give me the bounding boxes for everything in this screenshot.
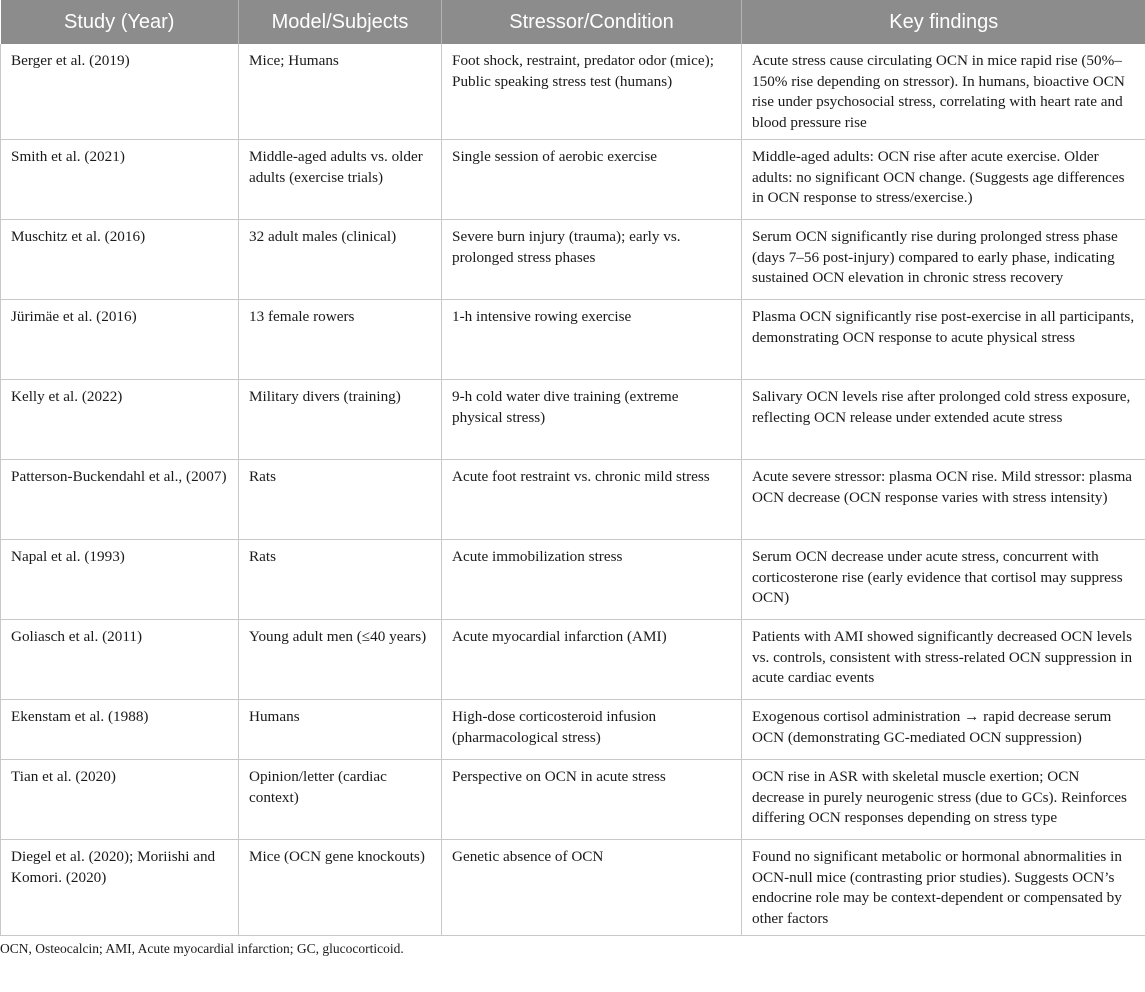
cell-model: Young adult men (≤40 years) <box>239 620 442 700</box>
cell-findings: Serum OCN significantly rise during prolonged stress phase (days 7–56 post-injury) compared to early phase, indicating sustained OCN elevation in chronic stress recovery <box>742 220 1145 300</box>
table-row <box>1 380 1145 460</box>
cell-stressor: High-dose corticosteroid infusion (pharmacological stress) <box>442 700 742 760</box>
header-study: Study (Year) <box>1 0 239 44</box>
cell-study: Diegel et al. (2020); Moriishi and Komori. (2020) <box>1 840 239 936</box>
cell-findings: Salivary OCN levels rise after prolonged cold stress exposure, reflecting OCN release under extended acute stress <box>742 380 1145 460</box>
cell-stressor: Single session of aerobic exercise <box>442 140 742 220</box>
table-row <box>1 760 1145 840</box>
header-stressor: Stressor/Condition <box>442 0 742 44</box>
header-findings: Key findings <box>742 0 1145 44</box>
cell-model: Mice; Humans <box>239 44 442 140</box>
cell-stressor: 1-h intensive rowing exercise <box>442 300 742 380</box>
cell-model: Humans <box>239 700 442 760</box>
cell-model: 13 female rowers <box>239 300 442 380</box>
cell-model: 32 adult males (clinical) <box>239 220 442 300</box>
cell-stressor: Acute immobilization stress <box>442 540 742 620</box>
cell-findings: Plasma OCN significantly rise post-exercise in all participants, demonstrating OCN response to acute physical stress <box>742 300 1145 380</box>
cell-findings: Middle-aged adults: OCN rise after acute exercise. Older adults: no significant OCN change. (Suggests age differences in OCN response to stress/exercise.) <box>742 140 1145 220</box>
table-row <box>1 460 1145 540</box>
cell-study: Jürimäe et al. (2016) <box>1 300 239 380</box>
cell-stressor: Genetic absence of OCN <box>442 840 742 936</box>
cell-study: Muschitz et al. (2016) <box>1 220 239 300</box>
cell-findings: OCN rise in ASR with skeletal muscle exertion; OCN decrease in purely neurogenic stress (due to GCs). Reinforces differing OCN responses depending on stress type <box>742 760 1145 840</box>
cell-model: Middle-aged adults vs. older adults (exercise trials) <box>239 140 442 220</box>
cell-study: Berger et al. (2019) <box>1 44 239 140</box>
cell-study: Kelly et al. (2022) <box>1 380 239 460</box>
table-row <box>1 220 1145 300</box>
cell-study: Smith et al. (2021) <box>1 140 239 220</box>
cell-findings: Exogenous cortisol administration → rapid decrease serum OCN (demonstrating GC-mediated OCN suppression) <box>742 700 1145 760</box>
cell-model: Rats <box>239 540 442 620</box>
table-row <box>1 44 1145 140</box>
cell-study: Tian et al. (2020) <box>1 760 239 840</box>
cell-findings: Acute severe stressor: plasma OCN rise. Mild stressor: plasma OCN decrease (OCN response varies with stress intensity) <box>742 460 1145 540</box>
cell-study: Goliasch et al. (2011) <box>1 620 239 700</box>
cell-study: Ekenstam et al. (1988) <box>1 700 239 760</box>
table-row <box>1 540 1145 620</box>
cell-study: Napal et al. (1993) <box>1 540 239 620</box>
cell-stressor: Perspective on OCN in acute stress <box>442 760 742 840</box>
cell-stressor: Severe burn injury (trauma); early vs. prolonged stress phases <box>442 220 742 300</box>
cell-stressor: 9-h cold water dive training (extreme physical stress) <box>442 380 742 460</box>
cell-findings: Found no significant metabolic or hormonal abnormalities in OCN-null mice (contrasting prior studies). Suggests OCN’s endocrine role may be context-dependent or compensated by other factors <box>742 840 1145 936</box>
cell-model: Mice (OCN gene knockouts) <box>239 840 442 936</box>
table-row <box>1 300 1145 380</box>
header-model: Model/Subjects <box>239 0 442 44</box>
cell-findings: Acute stress cause circulating OCN in mice rapid rise (50%–150% rise depending on stressor). In humans, bioactive OCN rise under psychosocial stress, correlating with heart rate and blood pressure rise <box>742 44 1145 140</box>
cell-model: Rats <box>239 460 442 540</box>
table-row <box>1 840 1145 936</box>
table-row <box>1 620 1145 700</box>
cell-stressor: Acute foot restraint vs. chronic mild stress <box>442 460 742 540</box>
cell-study: Patterson-Buckendahl et al., (2007) <box>1 460 239 540</box>
table-footnote: OCN, Osteocalcin; AMI, Acute myocardial infarction; GC, glucocorticoid. <box>0 941 404 956</box>
cell-model: Military divers (training) <box>239 380 442 460</box>
cell-stressor: Foot shock, restraint, predator odor (mice); Public speaking stress test (humans) <box>442 44 742 140</box>
header-row <box>1 0 1145 44</box>
table-row <box>1 700 1145 760</box>
cell-stressor: Acute myocardial infarction (AMI) <box>442 620 742 700</box>
cell-findings: Patients with AMI showed significantly decreased OCN levels vs. controls, consistent with stress-related OCN suppression in acute cardiac events <box>742 620 1145 700</box>
table-row <box>1 140 1145 220</box>
cell-model: Opinion/letter (cardiac context) <box>239 760 442 840</box>
cell-findings: Serum OCN decrease under acute stress, concurrent with corticosterone rise (early evidence that cortisol may suppress OCN) <box>742 540 1145 620</box>
